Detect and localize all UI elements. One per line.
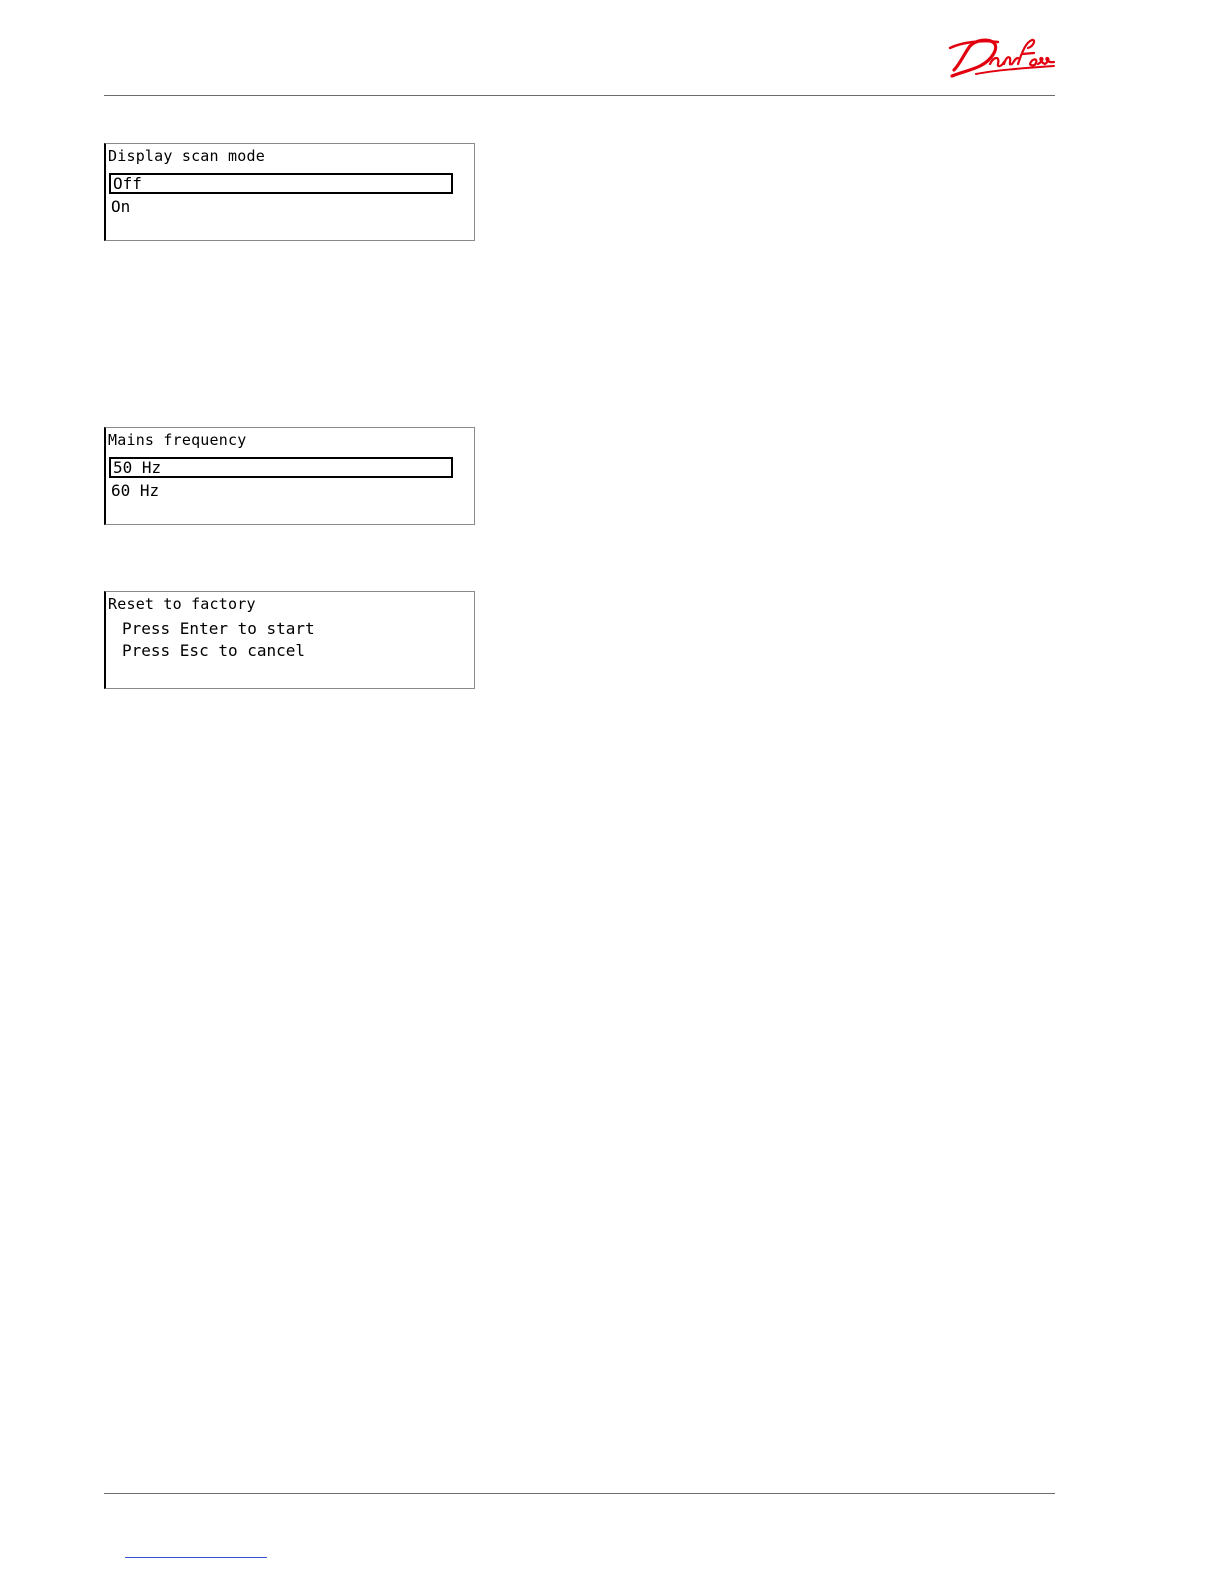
lcd-option-selected[interactable]: 50 Hz [109,457,453,478]
lcd-screen-reset-to-factory [104,591,475,689]
lcd-screen-display-scan-mode [104,143,475,241]
lcd-title: Reset to factory [108,595,256,613]
header-divider [104,95,1055,96]
lcd-option[interactable]: On [111,197,131,216]
lcd-title: Display scan mode [108,147,265,165]
lcd-instruction-line: Press Esc to cancel [122,641,306,660]
lcd-instruction-line: Press Enter to start [122,619,315,638]
lcd-option-selected[interactable]: Off [109,173,453,194]
lcd-title: Mains frequency [108,431,247,449]
footer-link-underline[interactable] [125,1557,267,1558]
danfoss-logo [946,34,1058,80]
lcd-option[interactable]: 60 Hz [111,481,160,500]
lcd-screen-mains-frequency [104,427,475,525]
footer-divider [104,1493,1055,1494]
